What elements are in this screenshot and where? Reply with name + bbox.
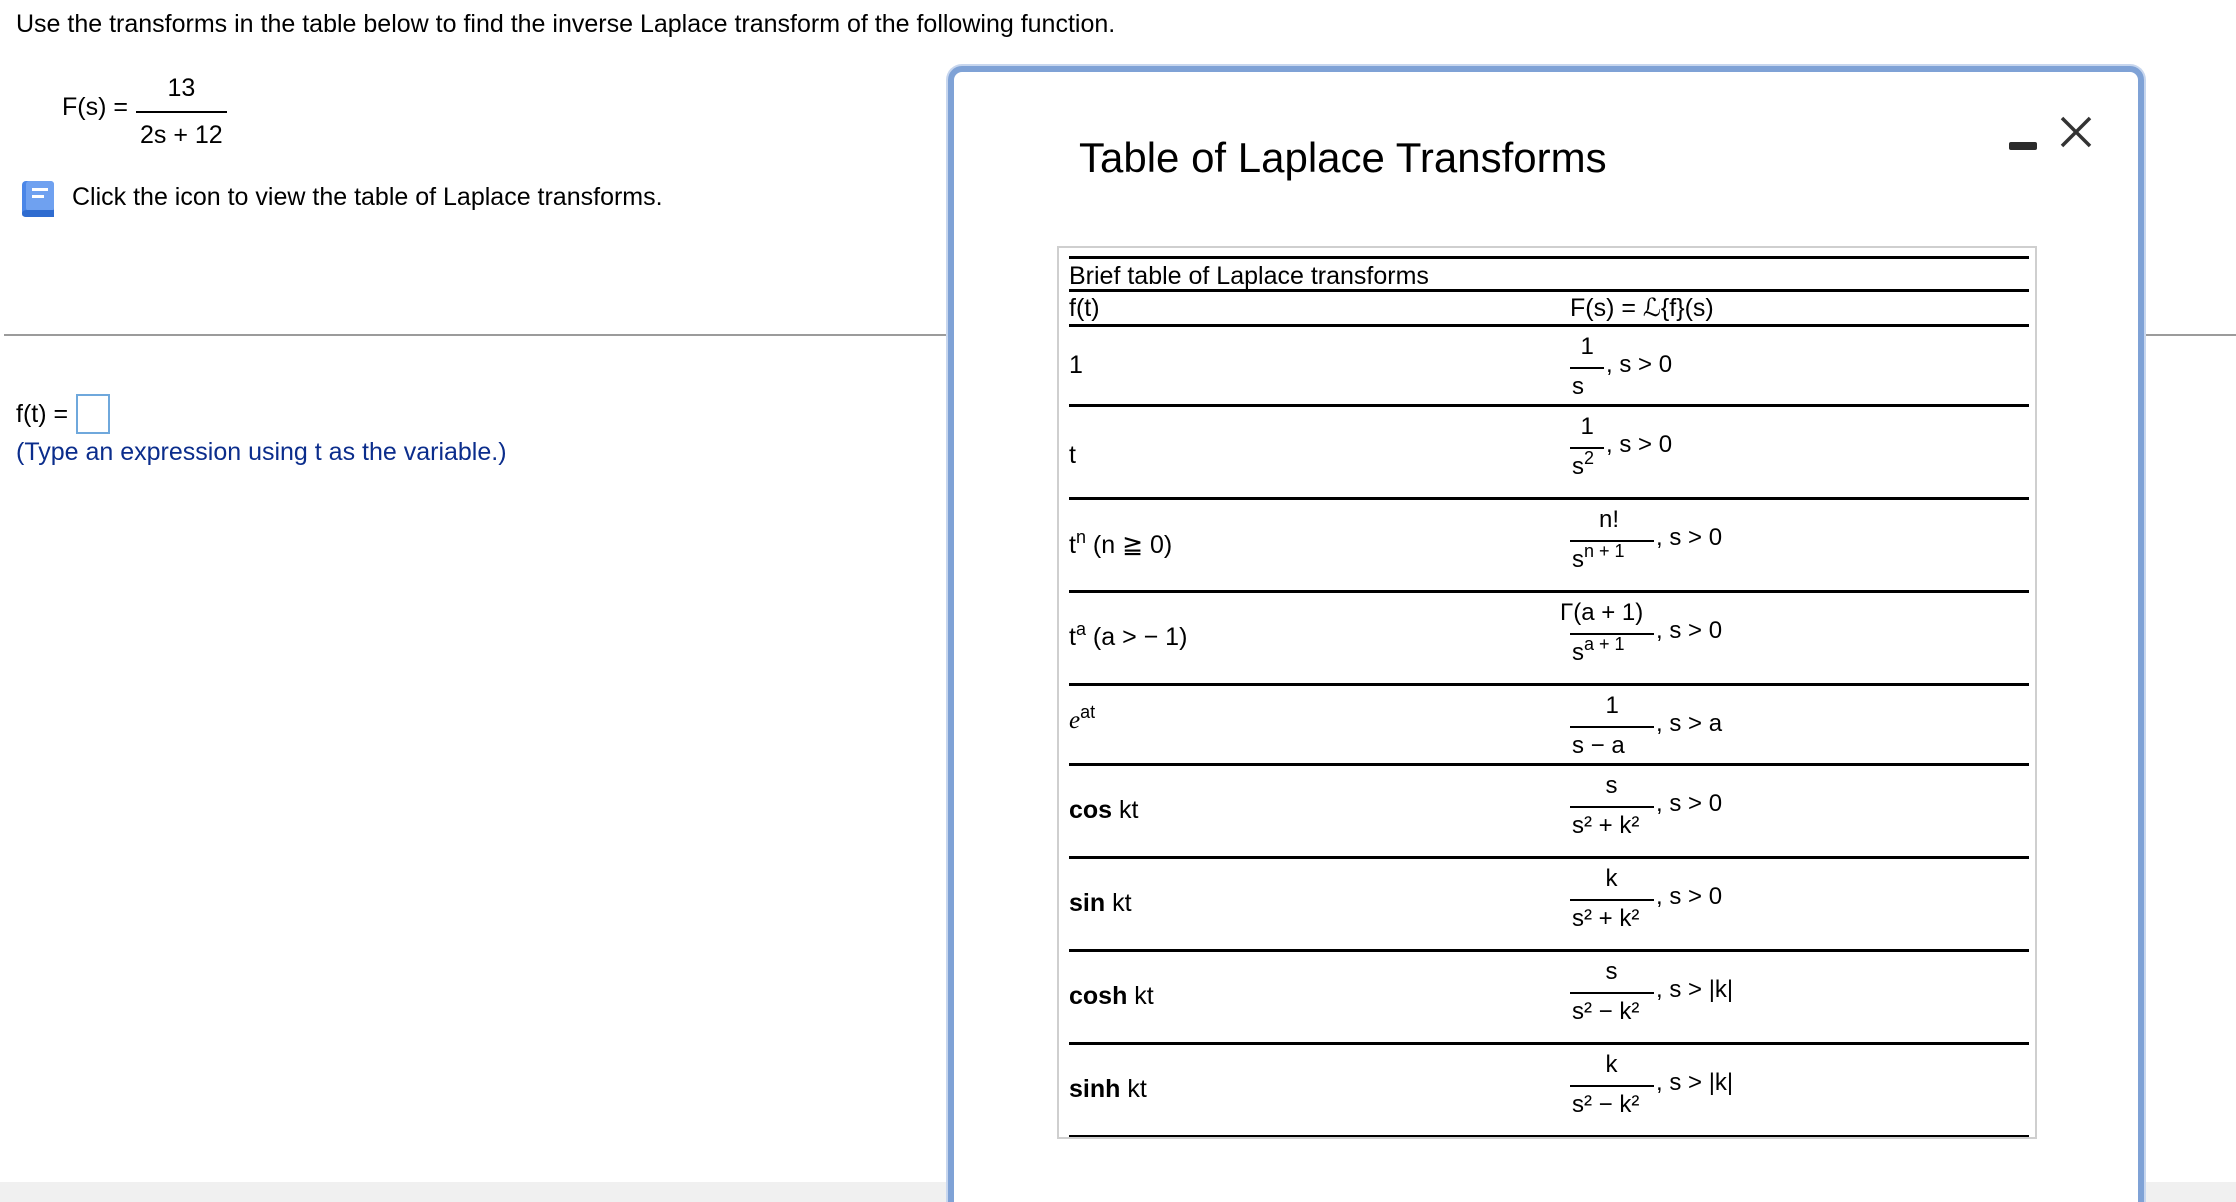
table-row xyxy=(1069,407,2029,500)
ft-expression xyxy=(1069,619,1188,652)
ft-rest: (a > − 1) xyxy=(1085,623,1188,651)
fs-numerator: Γ(a + 1) xyxy=(1560,599,1644,626)
fs-denominator: s² − k² xyxy=(1572,998,1640,1025)
fs-fraction-bar xyxy=(1570,1085,1654,1087)
function-denominator: 2s + 12 xyxy=(140,121,223,149)
fs-denominator: $s^2$ xyxy=(1572,448,1595,480)
ft-exponent: at xyxy=(1080,702,1096,722)
ft-rest: kt xyxy=(1127,982,1154,1010)
table-row xyxy=(1069,593,2029,686)
table-cell-fs xyxy=(1560,593,2029,683)
table-row xyxy=(1069,859,2029,952)
fs-numerator: 1 xyxy=(1580,333,1594,360)
header-ft: f(t) xyxy=(1069,294,1100,322)
laplace-table-popup xyxy=(948,66,2144,1202)
fs-denominator-exponent: 2 xyxy=(1584,448,1595,468)
function-numerator: 13 xyxy=(167,74,196,102)
function-label: F(s) = xyxy=(62,93,128,121)
table-cell-ft xyxy=(1069,407,1564,497)
fs-denominator-exponent: n + 1 xyxy=(1584,541,1625,561)
answer-hint: (Type an expression using t as the variable.) xyxy=(16,438,507,466)
fs-condition: , s > 0 xyxy=(1606,351,1673,378)
fs-denominator: $s^{n + 1}$ xyxy=(1572,541,1625,573)
ft-rest: (n ≧ 0) xyxy=(1085,531,1173,559)
table-cell-fs xyxy=(1564,952,2029,1042)
table-header-row xyxy=(1069,292,2029,327)
table-row xyxy=(1069,500,2029,593)
ft-rest: kt xyxy=(1105,889,1132,917)
header-fs: F(s) = ℒ{f}(s) xyxy=(1570,294,1714,322)
table-cell-ft xyxy=(1069,859,1564,949)
ft-expression xyxy=(1069,441,1076,470)
table-cell-fs xyxy=(1564,1045,2029,1135)
table-cell-ft xyxy=(1069,766,1564,856)
ft-expression xyxy=(1069,889,1132,918)
table-cell-fs xyxy=(1564,500,2029,590)
ft-expression xyxy=(1069,796,1139,825)
fs-denominator: s − a xyxy=(1572,732,1625,759)
ft-base: t xyxy=(1069,531,1076,559)
ft-expression xyxy=(1069,1075,1147,1104)
fs-numerator: 1 xyxy=(1580,413,1594,440)
ft-expression xyxy=(1069,527,1173,560)
table-cell-ft xyxy=(1069,1045,1564,1135)
table-cell-ft xyxy=(1069,327,1564,404)
icon-hint-text: Click the icon to view the table of Laplace transforms. xyxy=(72,183,663,211)
fs-condition: , s > |k| xyxy=(1656,976,1734,1003)
table-row xyxy=(1069,686,2029,766)
question-instruction: Use the transforms in the table below to find the inverse Laplace transform of the following function. xyxy=(16,10,1116,38)
fs-numerator: s xyxy=(1605,958,1618,985)
fs-fraction-bar xyxy=(1570,726,1654,728)
fs-condition: , s > 0 xyxy=(1656,524,1723,551)
section-divider xyxy=(4,334,954,336)
table-body xyxy=(1069,327,2029,1138)
laplace-table xyxy=(1069,256,2029,1138)
ft-function: sin xyxy=(1069,889,1106,917)
fs-condition: , s > 0 xyxy=(1656,790,1723,817)
close-icon[interactable] xyxy=(2054,110,2098,154)
ft-rest: kt xyxy=(1112,796,1139,824)
fs-denominator: $s^{a + 1}$ xyxy=(1572,634,1625,666)
fs-numerator: k xyxy=(1605,865,1618,892)
answer-label: f(t) = xyxy=(16,400,69,428)
fs-numerator: s xyxy=(1605,772,1618,799)
popup-title: Table of Laplace Transforms xyxy=(1079,134,1607,181)
minimize-button[interactable] xyxy=(2009,128,2039,158)
fs-denominator: s² + k² xyxy=(1572,812,1640,839)
table-cell-ft xyxy=(1069,686,1564,763)
ft-expression xyxy=(1069,702,1096,735)
table-cell-fs xyxy=(1564,766,2029,856)
table-scroll-area[interactable] xyxy=(1057,246,2037,1139)
function-fraction xyxy=(136,76,227,148)
fs-condition: , s > a xyxy=(1656,710,1723,737)
table-row xyxy=(1069,1045,2029,1138)
table-cell-ft xyxy=(1069,952,1564,1042)
fs-condition: , s > 0 xyxy=(1656,617,1723,644)
table-cell-fs xyxy=(1564,859,2029,949)
ft-function: sinh xyxy=(1069,1075,1121,1103)
table-book-icon[interactable] xyxy=(18,178,60,220)
table-row xyxy=(1069,766,2029,859)
ft-rest: kt xyxy=(1120,1075,1147,1103)
table-cell-ft xyxy=(1069,593,1564,683)
fs-fraction-bar xyxy=(1570,992,1654,994)
section-divider-right xyxy=(2145,334,2236,336)
fs-condition: , s > 0 xyxy=(1606,431,1673,458)
ft-base: e xyxy=(1069,707,1081,734)
fs-denominator-exponent: a + 1 xyxy=(1584,634,1625,654)
ft-base: t xyxy=(1069,623,1076,651)
table-cell-fs xyxy=(1564,407,2029,497)
ft-text: t xyxy=(1069,441,1076,469)
ft-expression xyxy=(1069,351,1083,380)
answer-input[interactable] xyxy=(76,394,110,434)
fs-denominator: s xyxy=(1572,373,1584,400)
fs-numerator: n! xyxy=(1599,506,1620,533)
ft-exponent: n xyxy=(1075,527,1086,547)
ft-function: cosh xyxy=(1069,982,1128,1010)
fs-condition: , s > |k| xyxy=(1656,1069,1734,1096)
table-caption: Brief table of Laplace transforms xyxy=(1069,256,2029,292)
fraction-bar xyxy=(136,111,227,113)
fs-denominator: s² + k² xyxy=(1572,905,1640,932)
table-row xyxy=(1069,952,2029,1045)
table-cell-fs xyxy=(1564,686,2029,763)
ft-exponent: a xyxy=(1075,619,1086,639)
fs-condition: , s > 0 xyxy=(1656,883,1723,910)
fs-fraction-bar xyxy=(1570,899,1654,901)
ft-expression xyxy=(1069,982,1154,1011)
ft-text: 1 xyxy=(1069,351,1083,379)
fs-fraction-bar xyxy=(1570,806,1654,808)
table-cell-fs xyxy=(1564,327,2029,404)
fs-fraction-bar xyxy=(1570,367,1604,369)
table-row xyxy=(1069,327,2029,407)
ft-function: cos xyxy=(1069,796,1113,824)
fs-numerator: k xyxy=(1605,1051,1618,1078)
table-cell-ft xyxy=(1069,500,1564,590)
fs-numerator: 1 xyxy=(1605,692,1619,719)
fs-denominator: s² − k² xyxy=(1572,1091,1640,1118)
